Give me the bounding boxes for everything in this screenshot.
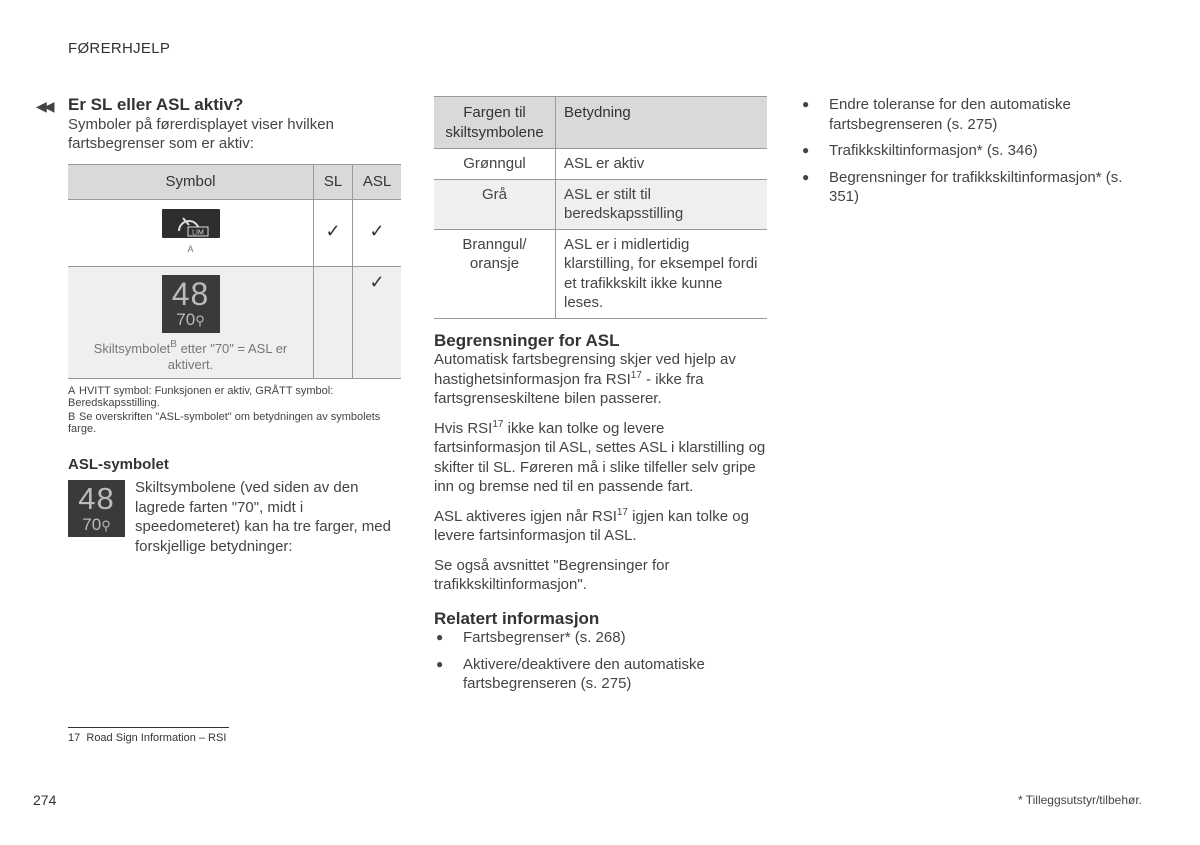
svg-text:LIM: LIM bbox=[191, 229, 204, 236]
lim-symbol-cell bbox=[68, 199, 314, 266]
speed-sign-symbol-small: 48 70⚲ bbox=[68, 480, 125, 537]
sl-check-2 bbox=[314, 266, 353, 378]
sl-check-1: ✓ bbox=[314, 199, 353, 266]
speed-limiter-icon bbox=[162, 209, 220, 238]
meaning-cell: ASL er stilt til beredskapsstilling bbox=[556, 179, 768, 229]
speed-sign-symbol bbox=[162, 275, 220, 333]
color-cell: Grå bbox=[434, 179, 556, 229]
asl-header: ASL bbox=[353, 164, 402, 199]
asl-symbol-text: Skiltsymbolene (ved siden av den lagrede farten "70", midt i speedometeret) kan ha tre farger, med forskjellige betydninger: bbox=[135, 479, 391, 555]
page-header: FØRERHJELP bbox=[68, 40, 171, 57]
page-footnote: 17 Road Sign Information – RSI bbox=[68, 732, 227, 744]
limits-paragraph-3: ASL aktiveres igjen når RSI$^{17}$ igjen kan tolke og levere fartsinformasjon til ASL. bbox=[434, 506, 749, 544]
meaning-cell: ASL er aktiv bbox=[556, 149, 768, 180]
color-header: Fargen til skiltsymbolene bbox=[434, 97, 556, 149]
related-heading: Relatert informasjon bbox=[434, 608, 600, 628]
table-footnote-b: B Se overskriften "ASL-symbolet" om betydningen av symbolets farge. bbox=[68, 410, 381, 435]
symbol-caption: Skiltsymbolet$^B$ etter "70" = ASL er aktivert. bbox=[93, 338, 288, 372]
footnote-divider bbox=[68, 727, 229, 728]
speedometer-lim-icon bbox=[162, 209, 220, 238]
symbol-header: Symbol bbox=[68, 164, 314, 199]
related-link[interactable]: ● Begrensninger for trafikkskiltinformasjon* (s. 351) bbox=[802, 168, 1123, 205]
intro-text: Symboler på førerdisplayet viser hvilken fartsbegrenser som er aktiv: bbox=[68, 115, 334, 152]
section-title: Er SL eller ASL aktiv? bbox=[68, 95, 244, 114]
page-number: 274 bbox=[33, 792, 57, 808]
meaning-header: Betydning bbox=[556, 97, 768, 149]
extras-note: * Tilleggsutstyr/tilbehør. bbox=[1017, 793, 1142, 807]
asl-check-2: ✓ bbox=[353, 266, 402, 378]
asl-symbol-heading: ASL-symbolet bbox=[68, 455, 169, 473]
limits-paragraph-2: Hvis RSI$^{17}$ ikke kan tolke og levere fartsinformasjon til ASL, settes ASL i klarstilling og skifter til SL. Føreren må i slike tilfeller selv gripe inn og bremse ned til en passende fart. bbox=[434, 418, 766, 495]
related-link[interactable]: ● Fartsbegrenser* (s. 268) bbox=[436, 629, 626, 646]
symbol-table bbox=[68, 164, 401, 379]
limits-paragraph-4: Se også avsnittet "Begrensinger for trafikkskiltinformasjon". bbox=[434, 556, 670, 593]
sl-header: SL bbox=[314, 164, 353, 199]
table-footnote-a: A HVITT symbol: Funksjonen er aktiv, GRÅTT symbol: Beredskapsstilling. bbox=[68, 384, 334, 409]
back-arrow-icon[interactable]: ◀◀ bbox=[36, 98, 52, 114]
color-meaning-table bbox=[434, 96, 767, 319]
column-2 bbox=[434, 96, 767, 701]
limits-paragraph-1: Automatisk fartsbegrensing skjer ved hjelp av hastighetsinformasjon fra RSI$^{17}$ - ikke fra fartsgrenseskiltene bilen passerer. bbox=[434, 351, 736, 407]
asl-check-1: ✓ bbox=[353, 199, 402, 266]
color-cell: Branngul/ oransje bbox=[434, 229, 556, 318]
related-link[interactable]: ● Trafikkskiltinformasjon* (s. 346) bbox=[802, 142, 1038, 159]
limits-heading: Begrensninger for ASL bbox=[434, 330, 620, 350]
related-list-continued bbox=[800, 95, 1140, 207]
set-speed: 70⚲ bbox=[176, 309, 205, 329]
related-list bbox=[434, 628, 767, 694]
column-3 bbox=[800, 95, 1140, 214]
meaning-cell: ASL er i midlertidig klarstilling, for eksempel fordi et trafikkskilt ikke kunne leses. bbox=[556, 229, 768, 318]
asl-symbol-row bbox=[68, 478, 401, 556]
asl-symbol-cell bbox=[68, 266, 314, 378]
related-link[interactable]: ● Aktivere/deaktivere den automatiske fartsbegrenseren (s. 275) bbox=[436, 655, 705, 692]
speed-value: 48 bbox=[171, 275, 210, 312]
column-1 bbox=[36, 95, 401, 556]
note-marker-a: A bbox=[187, 243, 194, 254]
related-link[interactable]: ● Endre toleranse for den automatiske fartsbegrenseren (s. 275) bbox=[802, 96, 1071, 133]
color-cell: Grønngul bbox=[434, 149, 556, 180]
